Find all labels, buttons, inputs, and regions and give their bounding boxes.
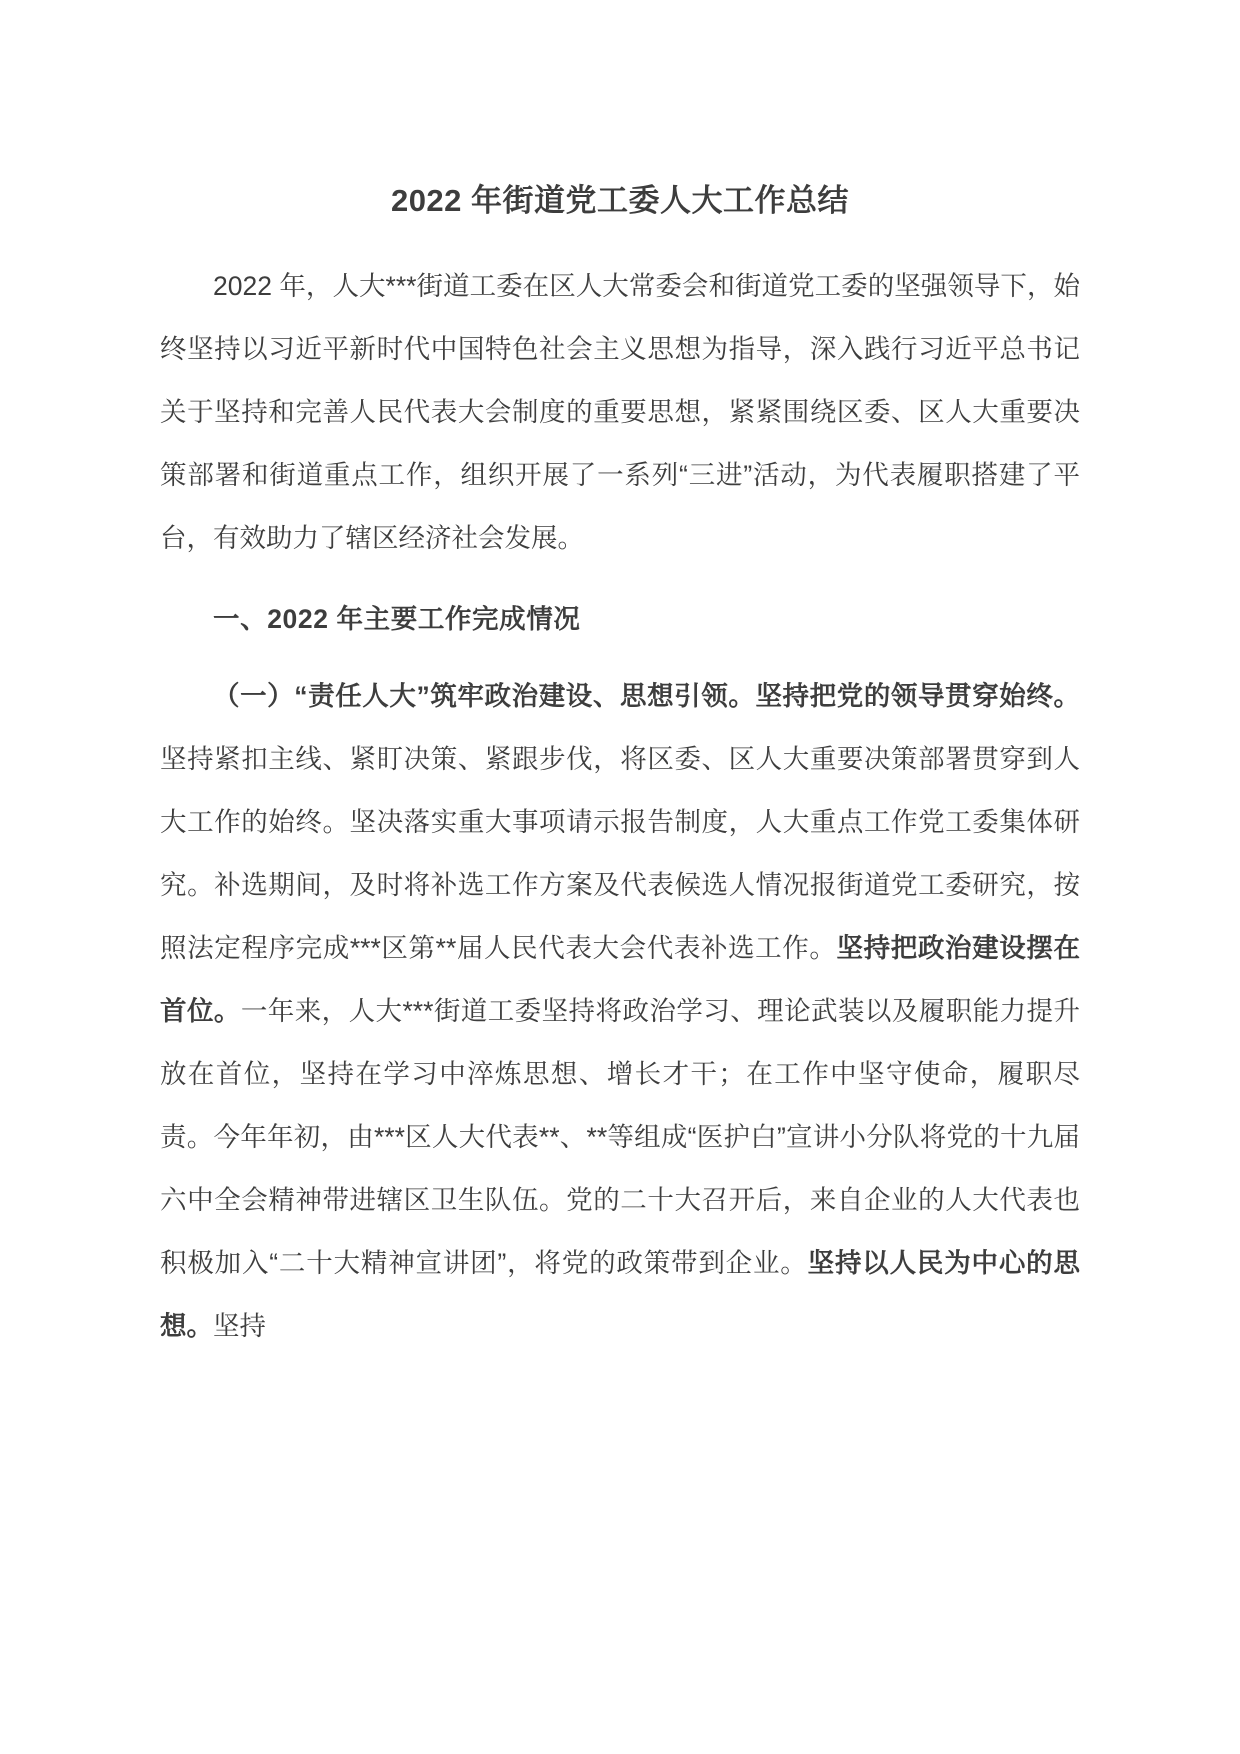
run-normal-1: 坚持紧扣主线、紧盯决策、紧跟步伐，将区委、区人大重要决策部署贯穿到人大工作的始终。坚决落实重大事项请示报告制度，人大重点工作党工委集体研究。补选期间，及时将补选工作方案及代表候选人情况报街道党工委研究，按照法定程序完成***区第**届人民代表大会代表补选工作。: [160, 743, 1080, 963]
paragraph-subsection-one: [160, 665, 1080, 1358]
section-heading-1: 一、2022 年主要工作完成情况: [213, 603, 581, 634]
run-bold-1: （一）“责任人大”筑牢政治建设、思想引领。坚持把党的领导贯穿始终。: [213, 680, 1080, 711]
page-title: 2022 年街道党工委人大工作总结: [390, 183, 850, 218]
run-bold-2: 坚持把政治建设摆在首位。: [160, 932, 1080, 1026]
run-normal-2: 一年来，人大***街道工委坚持将政治学习、理论武装以及履职能力提升放在首位，坚持在学习中淬炼思想、增长才干；在工作中坚守使命，履职尽责。今年年初，由***区人大代表**、**等组成“医护白”宣讲小分队将党的十九届六中全会精神带进辖区卫生队伍。党的二十大召开后，来自企业的人大代表也积极加入“二十大精神宣讲团”，将党的政策带到企业。: [160, 995, 1080, 1278]
run-bold-3: 坚持以人民为中心的思想。: [160, 1247, 1080, 1341]
paragraph-intro: 2022 年，人大***街道工委在区人大常委会和街道党工委的坚强领导下，始终坚持以习近平新时代中国特色社会主义思想为指导，深入践行习近平总书记关于坚持和完善人民代表大会制度的重要思想，紧紧围绕区委、区人大重要决策部署和街道重点工作，组织开展了一系列“三进”活动，为代表履职搭建了平台，有效助力了辖区经济社会发展。: [160, 270, 1080, 553]
run-normal-3: 坚持: [213, 1310, 266, 1341]
